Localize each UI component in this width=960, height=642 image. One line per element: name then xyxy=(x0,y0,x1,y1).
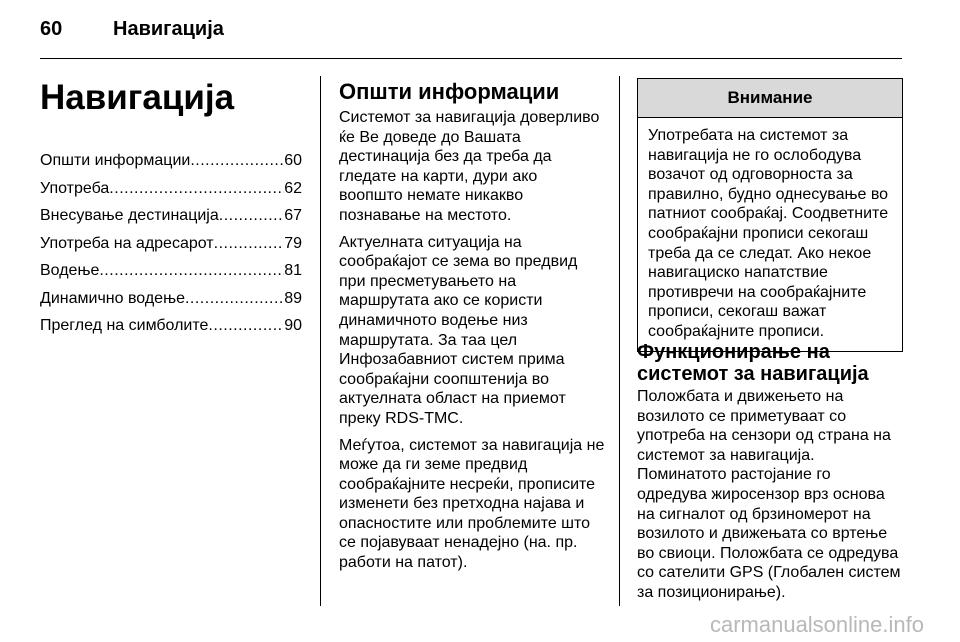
general-info-section xyxy=(339,78,605,580)
column-divider-2 xyxy=(619,76,620,606)
page-number: 60 xyxy=(40,18,63,40)
toc-entry[interactable] xyxy=(40,312,302,340)
toc-entry-text: Внесување дестинација xyxy=(40,207,219,224)
toc-entry[interactable] xyxy=(40,202,302,230)
table-of-contents xyxy=(40,147,302,340)
running-header: Навигација xyxy=(113,18,224,40)
warning-box xyxy=(637,78,903,352)
toc-entry-page: 79 xyxy=(284,234,302,252)
toc-entry-page: 62 xyxy=(284,179,302,197)
toc-entry[interactable] xyxy=(40,175,302,203)
function-section xyxy=(637,341,905,603)
toc-leader xyxy=(99,257,284,285)
toc-entry-text: Општи информации xyxy=(40,152,191,169)
column-divider-1 xyxy=(320,76,321,606)
toc-entry[interactable] xyxy=(40,230,302,258)
chapter-title: Навигација xyxy=(40,78,235,117)
toc-entry[interactable] xyxy=(40,147,302,175)
header-rule xyxy=(40,58,902,59)
toc-leader xyxy=(208,312,284,340)
toc-leader xyxy=(185,285,284,313)
toc-entry-text: Употреба на адресарот xyxy=(40,234,214,252)
paragraph: Системот за навигација доверливо ќе Ве доведе до Вашата дестинација без да треба да гледате на карти, дури ако воопшто немате никакво познавање на местото. xyxy=(339,109,600,224)
toc-entry-text: Динамично водење xyxy=(40,289,185,307)
toc-entry-page: 60 xyxy=(284,152,302,169)
toc-entry-page: 89 xyxy=(284,289,302,307)
paragraph: Меѓутоа, системот за навигација не може да ги земе предвид сообраќајните несреќи, прописите изменети без претходна најава и опасностите или проблемите што се појавуваат ненадејно (на. пр. работи на патот). xyxy=(339,436,605,572)
warning-heading: Внимание xyxy=(638,79,902,118)
paragraph: Актуелната ситуација на сообраќајот се зема во предвид при пресметувањето на маршрутата ако се користи динамичното водење низ маршрутата. За таа цел Инфозабавниот систем прима сообраќајни соопштенија во актуелната област на приемот преку RDS-TMC. xyxy=(339,233,578,427)
watermark: carmanualsonline.info xyxy=(709,612,924,637)
toc-entry-text: Употреба xyxy=(40,179,110,197)
paragraph: Положбата и движењето на возилото се приметуваат со употреба на сензори од страна на системот за навигација. xyxy=(637,388,891,464)
paragraph: Поминатото растојание го одредува жиросензор врз основа на сигналот од брзиномерот на возилото и движењата со вртење во свиоци. Положбата се одредува со сателити GPS (Глобален систем за позиционирање). xyxy=(637,466,901,601)
toc-entry-text: Преглед на симболите xyxy=(40,317,209,334)
toc-entry-page: 81 xyxy=(284,262,302,279)
toc-entry[interactable] xyxy=(40,257,302,285)
toc-entry-page: 90 xyxy=(284,317,302,334)
toc-entry-text: Водење xyxy=(40,262,100,279)
toc-leader xyxy=(190,147,284,175)
toc-entry[interactable] xyxy=(40,285,302,313)
toc-leader xyxy=(109,175,284,203)
warning-text: Употребата на системот за навигација не го ослободува возачот од одговорноста за правилно, будно однесување во патниот сообраќај. Соодветните сообраќајни прописи секогаш треба да се следат. Ако некое навигациско напатствие противречи на сообраќајните прописи, секогаш важат сообраќајните прописи. xyxy=(648,127,889,340)
section-heading: Функционирање на системот за навигација xyxy=(637,341,869,385)
toc-entry-page: 67 xyxy=(284,207,302,224)
toc-leader xyxy=(219,202,284,230)
toc-leader xyxy=(214,230,285,258)
section-heading: Општи информации xyxy=(339,79,560,104)
